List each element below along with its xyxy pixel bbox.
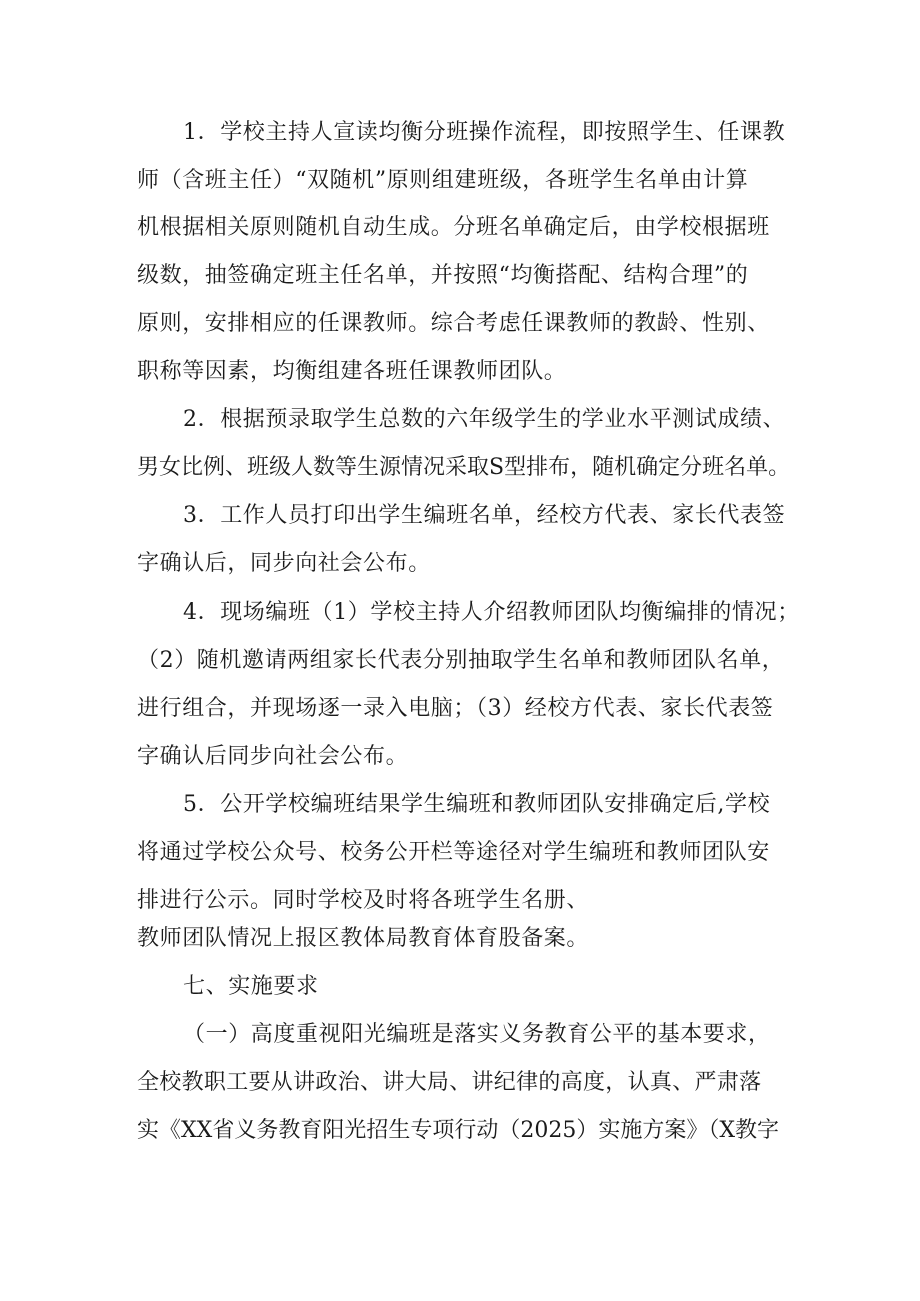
text-line: 原则，安排相应的任课教师。综合考虑任课教师的教龄、性别、 bbox=[137, 311, 770, 336]
text-line: 全校教职工要从讲政治、讲大局、讲纪律的高度，认真、严肃落 bbox=[137, 1070, 762, 1095]
text-line: 实《XX省义务教育阳光招生专项行动（2025）实施方案》（X教字 bbox=[137, 1118, 779, 1143]
text-line: 师（含班主任）“双随机”原则组建班级，各班学生名单由计算 bbox=[137, 168, 749, 193]
text-line: 字确认后，同步向社会公布。 bbox=[137, 551, 431, 576]
text-line: 教师团队情况上报区教体局教育体育股备案。 bbox=[137, 926, 590, 951]
text-line: 2．根据预录取学生总数的六年级学生的学业水平测试成绩、 bbox=[183, 407, 786, 432]
text-line: 机根据相关原则随机自动生成。分班名单确定后，由学校根据班 bbox=[137, 215, 770, 240]
text-line: 字确认后同步向社会公布。 bbox=[137, 744, 409, 769]
text-line: 男女比例、班级人数等生源情况采取S型排布，随机确定分班名单。 bbox=[137, 455, 791, 480]
text-line: 1．学校主持人宣读均衡分班操作流程，即按照学生、任课教 bbox=[183, 120, 786, 145]
text-line: 排进行公示。同时学校及时将各班学生名册、 bbox=[137, 888, 590, 913]
section-heading: 七、实施要求 bbox=[183, 974, 319, 999]
text-line: 级数，抽签确定班主任名单，并按照“均衡搭配、结构合理”的 bbox=[137, 263, 749, 288]
text-line: 3．工作人员打印出学生编班名单，经校方代表、家长代表签 bbox=[183, 503, 786, 528]
text-line: 4．现场编班（1）学校主持人介绍教师团队均衡编排的情况； bbox=[183, 600, 800, 625]
text-line: 将通过学校公众号、校务公开栏等途径对学生编班和教师团队安 bbox=[137, 840, 770, 865]
text-line: （一）高度重视阳光编班是落实义务教育公平的基本要求， bbox=[183, 1022, 771, 1047]
text-line: 职称等因素，均衡组建各班任课教师团队。 bbox=[137, 359, 567, 384]
text-line: 5．公开学校编班结果学生编班和教师团队安排确定后,学校 bbox=[183, 792, 771, 817]
text-line: （2）随机邀请两组家长代表分别抽取学生名单和教师团队名单， bbox=[137, 648, 785, 673]
text-line: 进行组合，并现场逐一录入电脑；（3）经校方代表、家长代表签 bbox=[137, 696, 774, 721]
